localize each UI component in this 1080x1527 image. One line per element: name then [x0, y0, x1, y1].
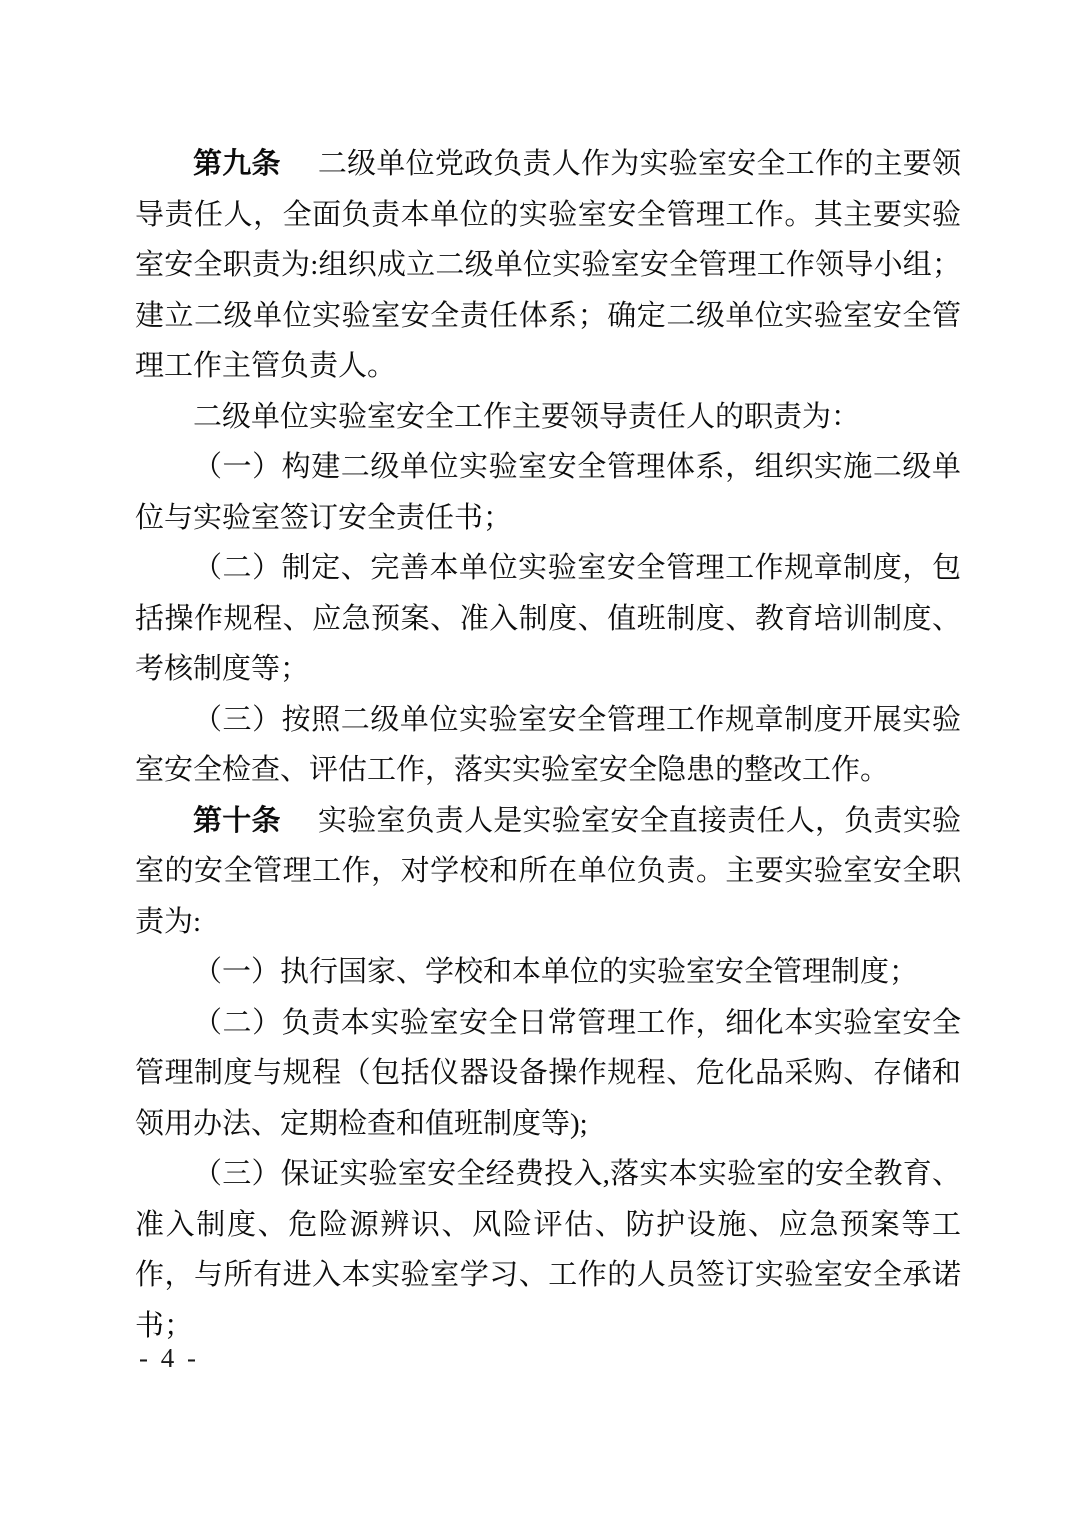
article-9-item-3 — [135, 695, 961, 796]
article-9-text: 二级单位党政负责人作为实验室安全工作的主要领导责任人，全面负责本单位的实验室安全管理工作。其主要实验室安全职责为:组织成立二级单位实验室安全管理工作领导小组；建立二级单位实验室安全责任体系；确定二级单位实验室安全管理工作主管负责人。 — [135, 148, 961, 382]
article-10-text: 实验室负责人是实验室安全直接责任人，负责实验室的安全管理工作，对学校和所在单位负责。主要实验室安全职责为: — [135, 804, 961, 938]
article-10-item-2-text: （二）负责本实验室安全日常管理工作，细化本实验室安全管理制度与规程（包括仪器设备操作规程、危化品采购、存储和领用办法、定期检查和值班制度等); — [135, 1006, 961, 1140]
article-10-item-2 — [135, 998, 961, 1150]
leader-duties-intro-text: 二级单位实验室安全工作主要领导责任人的职责为： — [193, 400, 861, 433]
article-9-number: 第九条 — [193, 148, 281, 180]
article-10-item-3 — [135, 1149, 961, 1351]
article-10-paragraph — [135, 796, 961, 948]
page-number: - 4 - — [139, 1343, 199, 1373]
leader-duties-intro — [135, 392, 961, 443]
article-10-item-3-text: （三）保证实验室安全经费投入,落实本实验室的安全教育、准入制度、危险源辨识、风险评估、防护设施、应急预案等工作，与所有进入本实验室学习、工作的人员签订实验室安全承诺书； — [135, 1158, 961, 1342]
article-10-number: 第十条 — [193, 804, 281, 837]
article-9-item-1-text: （一）构建二级单位实验室安全管理体系，组织实施二级单位与实验室签订安全责任书； — [135, 451, 961, 534]
article-9-item-2 — [135, 543, 961, 695]
article-10-item-1-text: （一）执行国家、学校和本单位的实验室安全管理制度； — [193, 956, 919, 988]
document-body — [135, 139, 961, 1351]
article-9-paragraph — [135, 139, 961, 392]
article-9-item-2-text: （二）制定、完善本单位实验室安全管理工作规章制度，包括操作规程、应急预案、准入制度、值班制度、教育培训制度、考核制度等； — [135, 552, 961, 685]
article-9-item-3-text: （三）按照二级单位实验室安全管理工作规章制度开展实验室安全检查、评估工作，落实实验室安全隐患的整改工作。 — [135, 703, 961, 786]
article-10-item-1 — [135, 947, 961, 998]
article-9-item-1 — [135, 442, 961, 543]
